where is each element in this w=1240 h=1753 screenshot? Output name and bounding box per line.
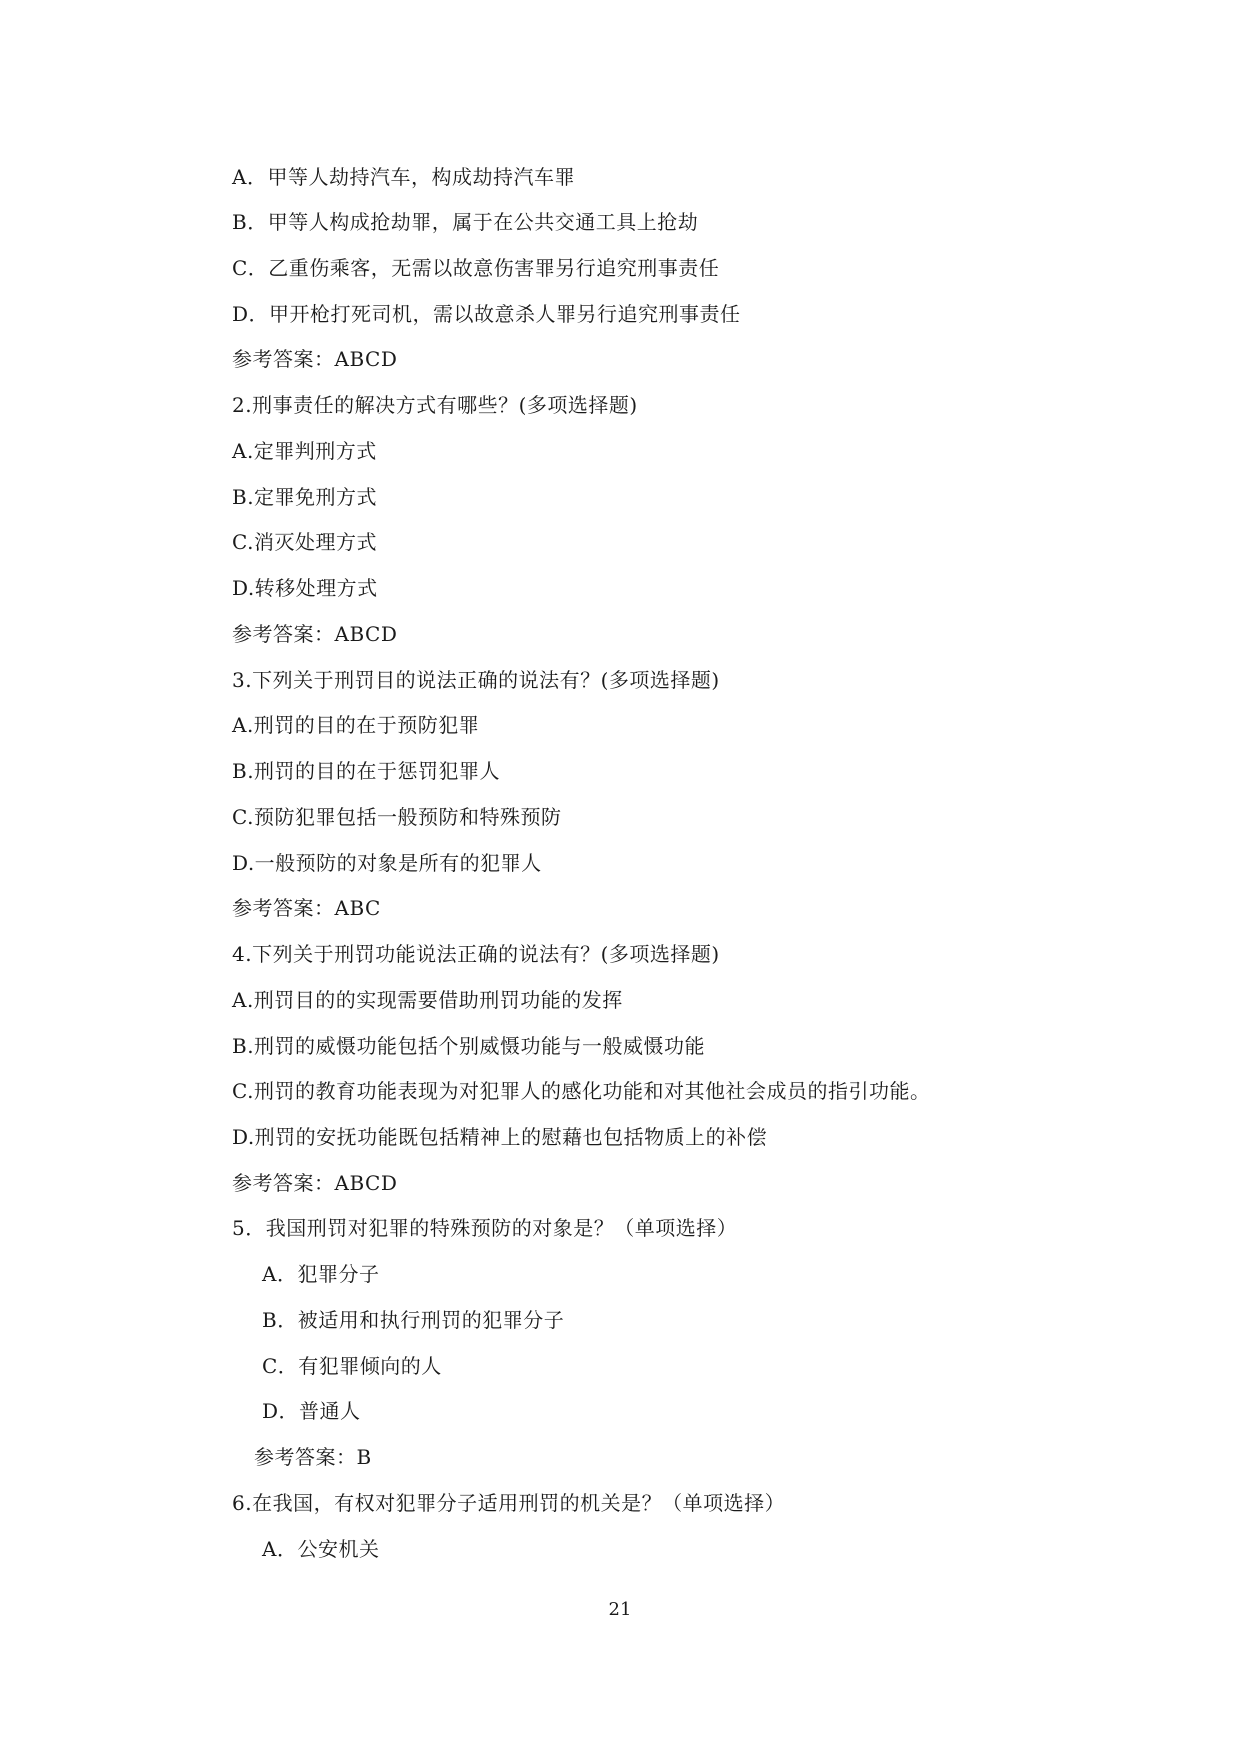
question-4-option-b: B.刑罚的威慑功能包括个别威慑功能与一般威慑功能 — [232, 1034, 706, 1058]
question-2-prompt: 2.刑事责任的解决方式有哪些？(多项选择题) — [232, 393, 638, 417]
question-2-option-a: A.定罪判刑方式 — [232, 439, 377, 463]
question-6-option-a: A．公安机关 — [262, 1537, 380, 1561]
question-5-answer: 参考答案：B — [254, 1445, 372, 1469]
question-5-option-d: D．普通人 — [262, 1399, 361, 1423]
question-2-answer: 参考答案：ABCD — [232, 622, 398, 646]
question-4-answer: 参考答案：ABCD — [232, 1171, 398, 1195]
question-5-option-c: C．有犯罪倾向的人 — [262, 1354, 442, 1378]
page-number: 21 — [608, 1599, 632, 1620]
question-3-option-a: A.刑罚的目的在于预防犯罪 — [232, 713, 480, 737]
question-2-option-d: D.转移处理方式 — [232, 576, 378, 600]
question-4-prompt: 4.下列关于刑罚功能说法正确的说法有？(多项选择题) — [232, 942, 720, 966]
question-4-option-d: D.刑罚的安抚功能既包括精神上的慰藉也包括物质上的补偿 — [232, 1125, 768, 1149]
question-1-option-d: D．甲开枪打死司机，需以故意杀人罪另行追究刑事责任 — [232, 302, 741, 326]
question-3-option-d: D.一般预防的对象是所有的犯罪人 — [232, 851, 542, 875]
question-4-option-c: C.刑罚的教育功能表现为对犯罪人的感化功能和对其他社会成员的指引功能。 — [232, 1079, 931, 1103]
question-2-option-b: B.定罪免刑方式 — [232, 485, 378, 509]
question-3-answer: 参考答案：ABC — [232, 896, 381, 920]
question-5-option-a: A．犯罪分子 — [262, 1262, 380, 1286]
question-4-option-a: A.刑罚目的的实现需要借助刑罚功能的发挥 — [232, 988, 623, 1012]
question-3-option-b: B.刑罚的目的在于惩罚犯罪人 — [232, 759, 501, 783]
question-5-option-b: B．被适用和执行刑罚的犯罪分子 — [262, 1308, 565, 1332]
question-2-option-c: C.消灭处理方式 — [232, 530, 377, 554]
question-5-prompt: 5．我国刑罚对犯罪的特殊预防的对象是？（单项选择） — [232, 1216, 738, 1240]
question-1-option-b: B．甲等人构成抢劫罪，属于在公共交通工具上抢劫 — [232, 210, 699, 234]
question-3-option-c: C.预防犯罪包括一般预防和特殊预防 — [232, 805, 562, 829]
question-6-prompt: 6.在我国，有权对犯罪分子适用刑罚的机关是？（单项选择） — [232, 1491, 786, 1515]
question-3-prompt: 3.下列关于刑罚目的说法正确的说法有？(多项选择题) — [232, 668, 720, 692]
question-1-answer: 参考答案：ABCD — [232, 347, 398, 371]
question-1-option-a: A．甲等人劫持汽车，构成劫持汽车罪 — [232, 165, 575, 189]
question-1-option-c: C．乙重伤乘客，无需以故意伤害罪另行追究刑事责任 — [232, 256, 720, 280]
